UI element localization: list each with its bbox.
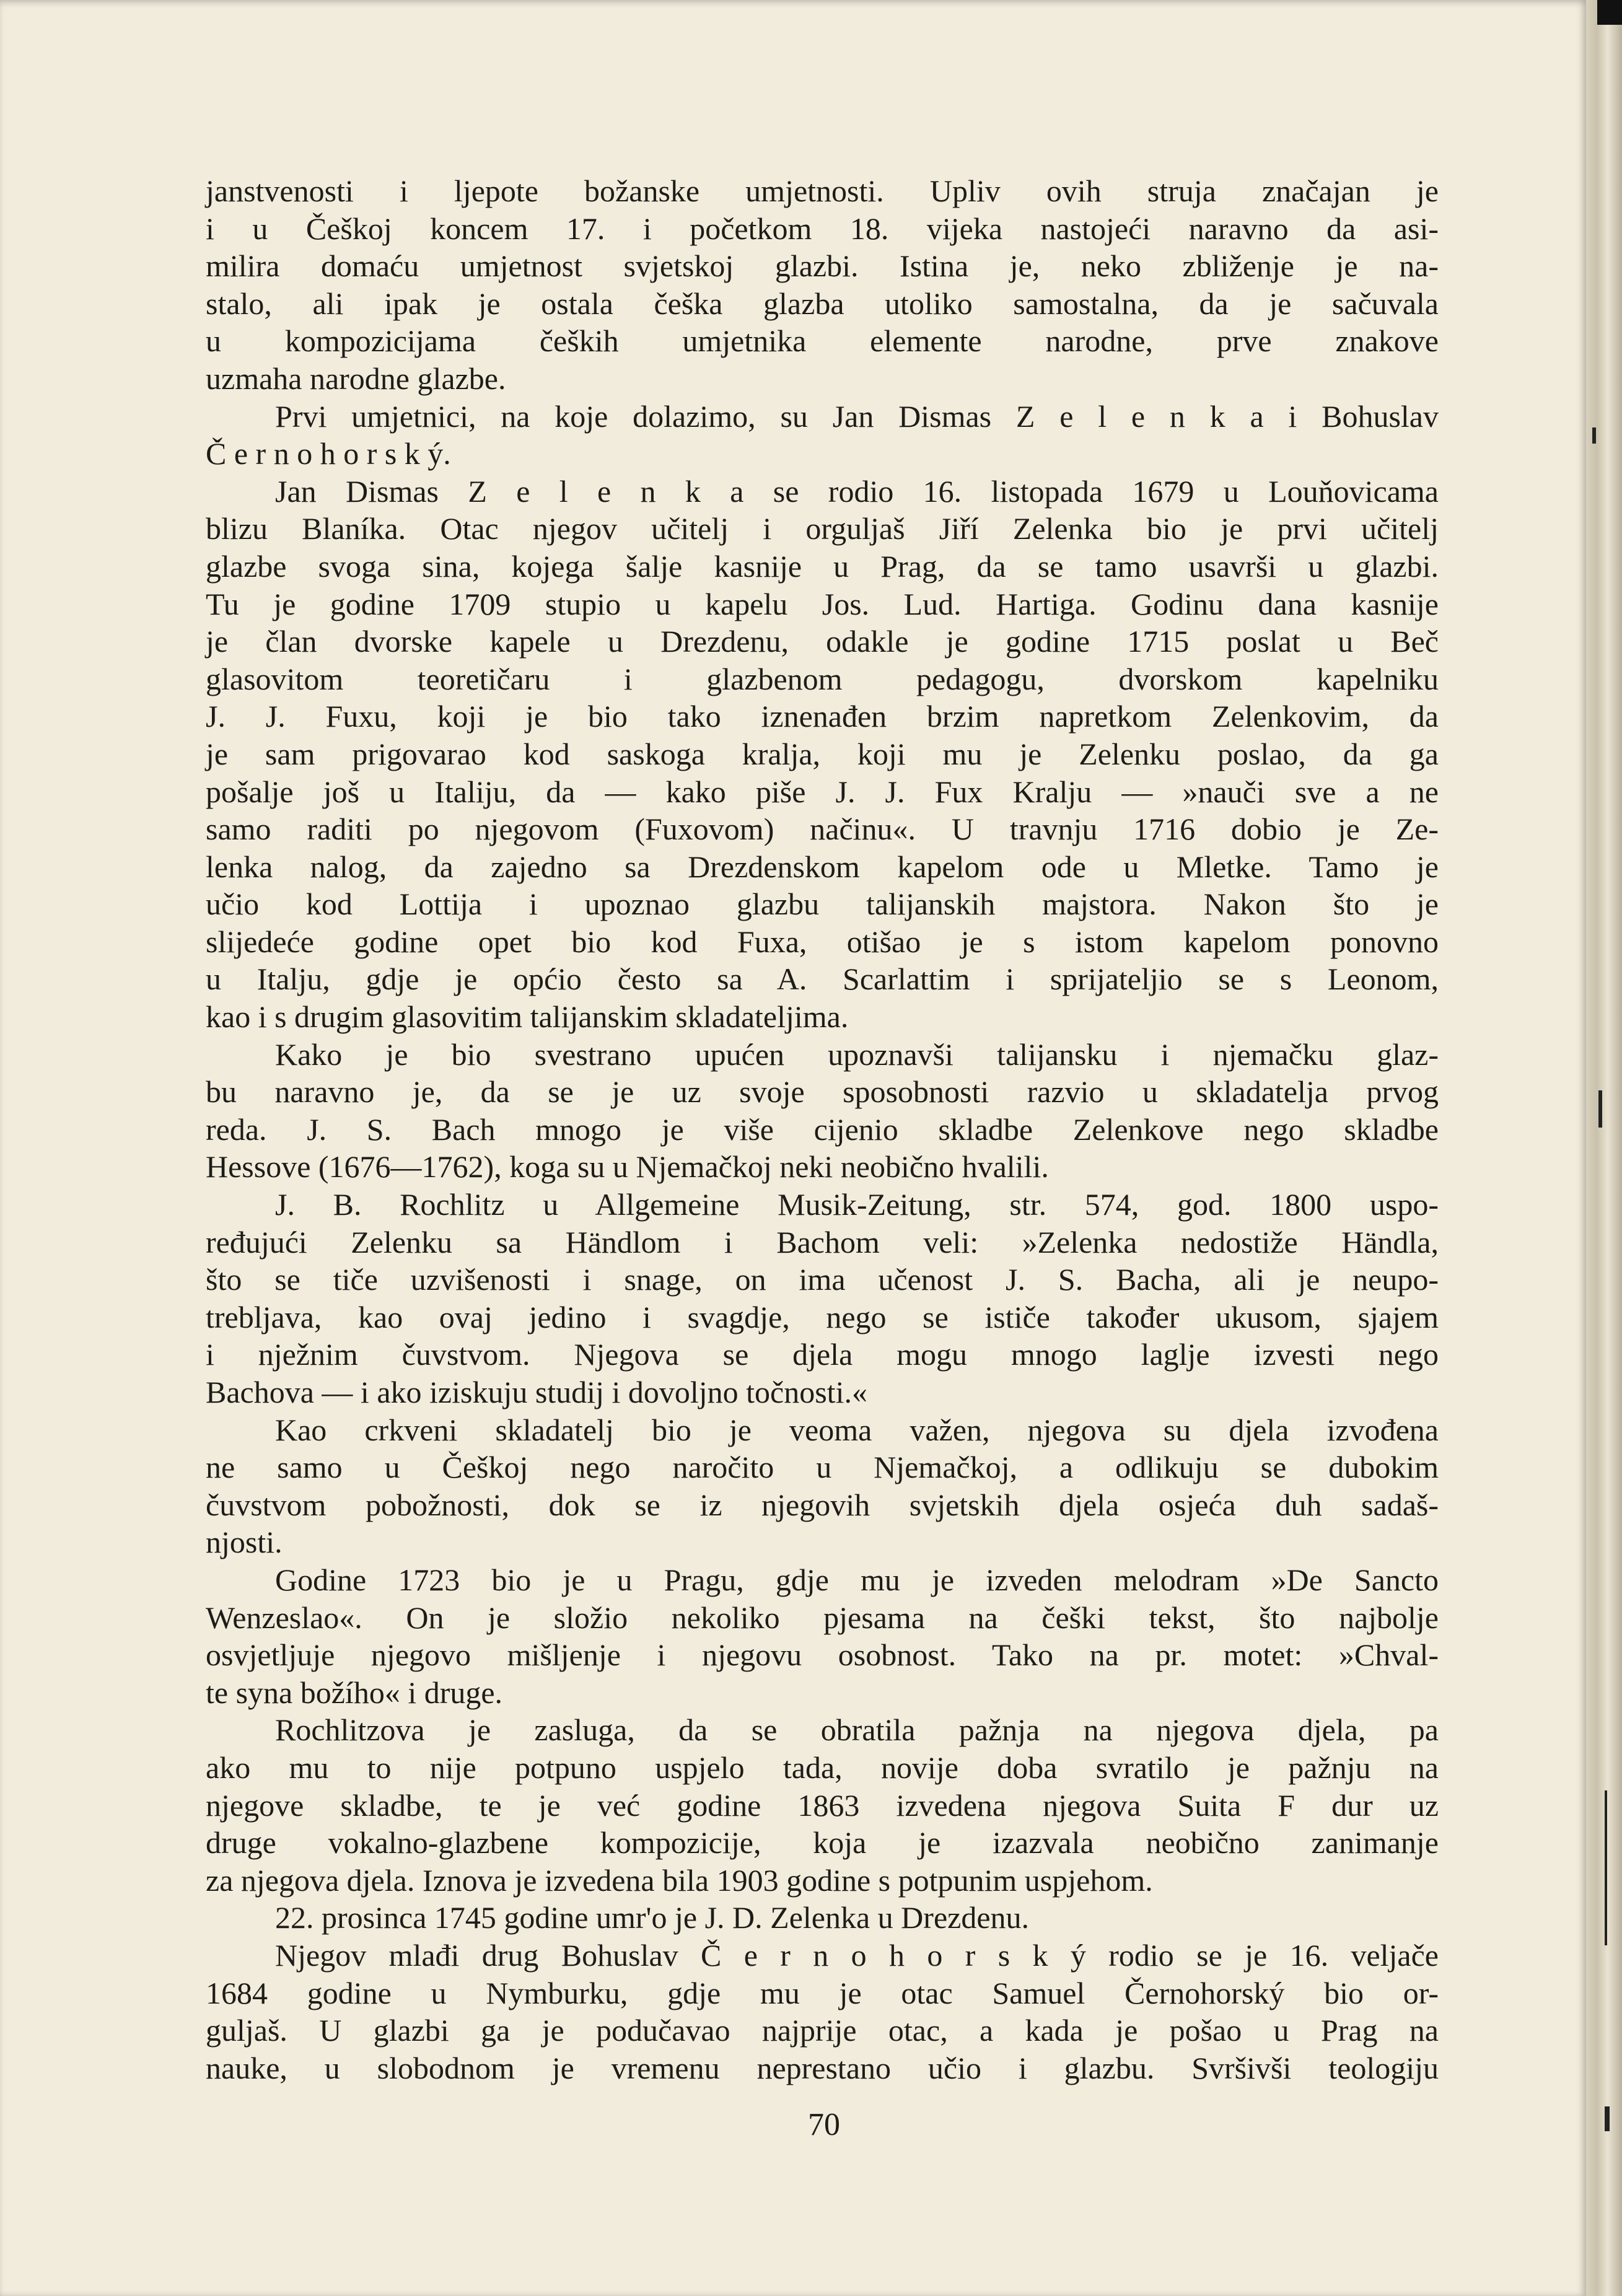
text-line: Č e r n o h o r s k ý. <box>206 436 451 471</box>
text-line: Kako je bio svestrano upućen upoznavši talijansku i njemačku glaz- <box>275 1036 1439 1072</box>
text-line: Bachova — i ako iziskuju studij i dovoljno točnosti.« <box>206 1375 867 1409</box>
page-number: 70 <box>808 2107 840 2142</box>
text-line: J. B. Rochlitz u Allgemeine Musik-Zeitung, str. 574, god. 1800 uspo- <box>275 1187 1439 1222</box>
edge-mark <box>1592 427 1596 444</box>
text-line: guljaš. U glazbi ga je podučavao najprije otac, a kada je pošao u Prag na <box>206 2013 1439 2048</box>
text-line: glazbe svoga sina, kojega šalje kasnije u Prag, da se tamo usavrši u glazbi. <box>206 548 1439 584</box>
text-line: Njegov mlađi drug Bohuslav Č e r n o h o r s k ý rodio se je 16. veljače <box>275 1937 1439 1973</box>
page-edge <box>1586 0 1622 2296</box>
text-line: lenka nalog, da zajedno sa Drezdenskom kapelom ode u Mletke. Tamo je <box>206 849 1439 884</box>
text-line: Hessove (1676—1762), koga su u Njemačkoj neki neobično hvalili. <box>206 1149 1049 1185</box>
text-line: te syna božího« i druge. <box>206 1675 503 1710</box>
edge-mark <box>1598 1090 1602 1128</box>
text-line: J. J. Fuxu, koji je bio tako iznenađen brzim napretkom Zelenkovim, da <box>206 699 1439 734</box>
text-line: milira domaću umjetnost svjetskoj glazbi. Istina je, neko zbliženje je na- <box>206 248 1439 284</box>
text-line: Kao crkveni skladatelj bio je veoma važen, njegova su djela izvođena <box>275 1412 1439 1447</box>
text-line: Rochlitzova je zasluga, da se obratila pažnja na njegova djela, pa <box>275 1712 1439 1748</box>
text-line: je član dvorske kapele u Drezdenu, odakle je godine 1715 poslat u Beč <box>206 624 1439 659</box>
text-line: ređujući Zelenku sa Händlom i Bachom veli: »Zelenka nedostiže Händla, <box>206 1224 1439 1260</box>
text-line: samo raditi po njegovom (Fuxovom) načinu«. U travnju 1716 dobio je Ze- <box>206 812 1439 847</box>
text-line: glasovitom teoretičaru i glazbenom pedagogu, dvorskom kapelniku <box>206 661 1439 696</box>
text-line: učio kod Lottija i upoznao glazbu talijanskih majstora. Nakon što je <box>206 887 1439 922</box>
text-line: kao i s drugim glasovitim talijanskim skladateljima. <box>206 999 849 1035</box>
text-line: njosti. <box>206 1525 283 1560</box>
text-line: je sam prigovarao kod saskoga kralja, koji mu je Zelenku poslao, da ga <box>206 736 1439 771</box>
text-line: čuvstvom pobožnosti, dok se iz njegovih svjetskih djela osjeća duh sadaš- <box>206 1487 1439 1522</box>
text-line: reda. J. S. Bach mnogo je više cijenio skladbe Zelenkove nego skladbe <box>206 1111 1439 1147</box>
text-line: 22. prosinca 1745 godine umr'o je J. D. Zelenka u Drezdenu. <box>275 1900 1030 1935</box>
text-line: i nježnim čuvstvom. Njegova se djela mogu mnogo laglje izvesti nego <box>206 1337 1439 1372</box>
text-line: ne samo u Češkoj nego naročito u Njemačkoj, a odlikuju se dubokim <box>206 1450 1439 1485</box>
text-line: ako mu to nije potpuno uspjelo tada, novije doba svratilo je pažnju na <box>206 1750 1439 1785</box>
scan-corner <box>1597 0 1622 25</box>
text-line: druge vokalno-glazbene kompozicije, koja je izazvala neobično zanimanje <box>206 1825 1439 1860</box>
body-text <box>206 172 1439 2087</box>
text-line: uzmaha narodne glazbe. <box>206 361 506 396</box>
text-line: nauke, u slobodnom je vremenu neprestano učio i glazbu. Svršivši teologiju <box>206 2050 1439 2085</box>
text-line: i u Češkoj koncem 17. i početkom 18. vijeka nastojeći naravno da asi- <box>206 211 1439 246</box>
text-line: u Italju, gdje je općio često sa A. Scarlattim i sprijateljio se s Leonom, <box>206 962 1439 997</box>
text-line: Godine 1723 bio je u Pragu, gdje mu je izveden melodram »De Sancto <box>275 1562 1439 1597</box>
text-line: trebljava, kao ovaj jedino i svagdje, nego se ističe također ukusom, sjajem <box>206 1299 1439 1334</box>
text-line: slijedeće godine opet bio kod Fuxa, otišao je s istom kapelom ponovno <box>206 924 1439 959</box>
text-line: Prvi umjetnici, na koje dolazimo, su Jan Dismas Z e l e n k a i Bohuslav <box>275 398 1439 434</box>
text-line: bu naravno je, da se je uz svoje sposobnosti razvio u skladatelja prvog <box>206 1074 1439 1110</box>
text-line: u kompozicijama čeških umjetnika elemente narodne, prve znakove <box>206 323 1439 359</box>
edge-mark <box>1605 1790 1607 1945</box>
text-line: 1684 godine u Nymburku, gdje mu je otac Samuel Černohorský bio or- <box>206 1975 1439 2010</box>
text-line: Jan Dismas Z e l e n k a se rodio 16. listopada 1679 u Louňovicama <box>275 473 1439 509</box>
text-line: za njegova djela. Iznova je izvedena bila 1903 godine s potpunim uspjehom. <box>206 1862 1153 1898</box>
text-line: janstvenosti i ljepote božanske umjetnosti. Upliv ovih struja značajan je <box>206 173 1439 208</box>
text-line: pošalje još u Italiju, da — kako piše J. J. Fux Kralju — »nauči sve a ne <box>206 774 1439 809</box>
text-line: Wenzeslao«. On je složio nekoliko pjesama na češki tekst, što najbolje <box>206 1600 1439 1635</box>
text-line: njegove skladbe, te je već godine 1863 izvedena njegova Suita F dur uz <box>206 1787 1439 1823</box>
text-line: blizu Blaníka. Otac njegov učitelj i orguljaš Jiří Zelenka bio je prvi učitelj <box>206 511 1439 546</box>
text-line: stalo, ali ipak je ostala češka glazba utoliko samostalna, da je sačuvala <box>206 286 1439 321</box>
text-line: osvjetljuje njegovo mišljenje i njegovu osobnost. Tako na pr. motet: »Chval- <box>206 1637 1439 1673</box>
text-line: Tu je godine 1709 stupio u kapelu Jos. Lud. Hartiga. Godinu dana kasnije <box>206 586 1439 621</box>
edge-mark <box>1605 2106 1610 2131</box>
text-line: što se tiče uzvišenosti i snage, on ima učenost J. S. Bacha, ali je neupo- <box>206 1262 1439 1297</box>
